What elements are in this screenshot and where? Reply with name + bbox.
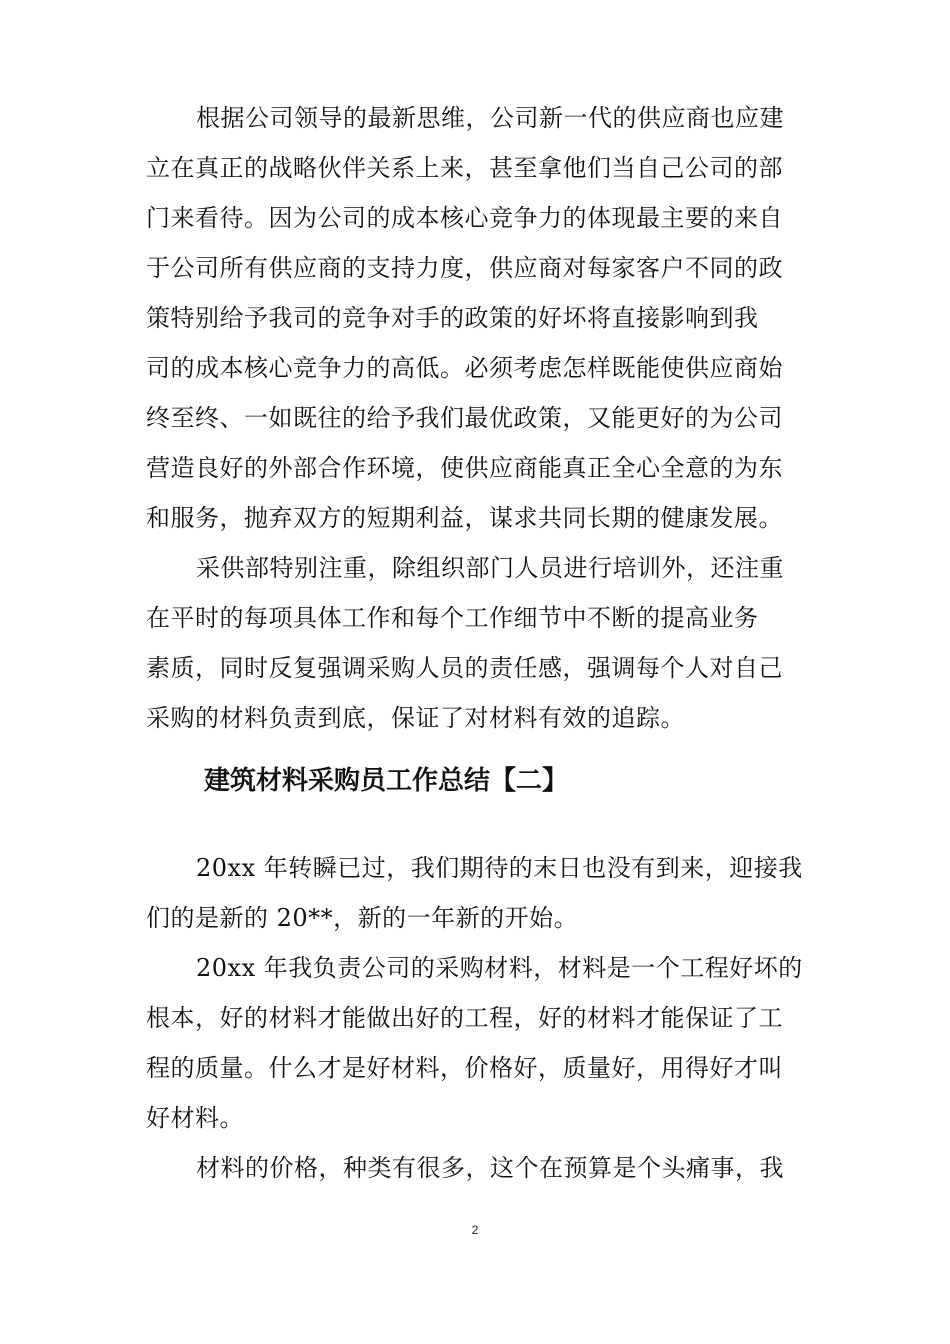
paragraph-1-line-6: 司的成本核心竞争力的高低。必须考虑怎样既能使供应商始 xyxy=(146,354,783,382)
paragraph-1-line-5: 策特别给予我司的竞争对手的政策的好坏将直接影响到我 xyxy=(146,304,759,332)
paragraph-1-line-1: 根据公司领导的最新思维，公司新一代的供应商也应建 xyxy=(196,104,784,132)
paragraph-1-line-8: 营造良好的外部合作环境，使供应商能真正全心全意的为东 xyxy=(146,454,783,482)
section-heading: 建筑材料采购员工作总结【二】 xyxy=(204,766,569,796)
page-number: 2 xyxy=(471,1223,479,1237)
paragraph-2-line-1: 采供部特别注重，除组织部门人员进行培训外，还注重 xyxy=(196,554,784,582)
paragraph-1-line-3: 门来看待。因为公司的成本核心竞争力的体现最主要的来自 xyxy=(146,204,783,232)
paragraph-2-line-4: 采购的材料负责到底，保证了对材料有效的追踪。 xyxy=(146,704,685,732)
paragraph-4-line-3: 程的质量。什么才是好材料，价格好，质量好，用得好才叫 xyxy=(146,1054,783,1082)
paragraph-3-line-2: 们的是新的 20**，新的一年新的开始。 xyxy=(146,904,579,932)
paragraph-4-line-4: 好材料。 xyxy=(146,1104,244,1132)
paragraph-1-line-4: 于公司所有供应商的支持力度，供应商对每家客户不同的政 xyxy=(146,254,783,282)
paragraph-3-line-1: 20xx 年转瞬已过，我们期待的末日也没有到来，迎接我 xyxy=(196,854,803,882)
paragraph-5-line-1: 材料的价格，种类有很多，这个在预算是个头痛事，我 xyxy=(196,1154,784,1182)
paragraph-1-line-9: 和服务，抛弃双方的短期利益，谋求共同长期的健康发展。 xyxy=(146,504,783,532)
paragraph-1-line-2: 立在真正的战略伙伴关系上来，甚至拿他们当自己公司的部 xyxy=(146,154,783,182)
paragraph-1-line-7: 终至终、一如既往的给予我们最优政策，又能更好的为公司 xyxy=(146,404,783,432)
paragraph-4-line-1: 20xx 年我负责公司的采购材料，材料是一个工程好坏的 xyxy=(196,954,803,982)
paragraph-2-line-3: 素质，同时反复强调采购人员的责任感，强调每个人对自己 xyxy=(146,654,783,682)
paragraph-2-line-2: 在平时的每项具体工作和每个工作细节中不断的提高业务 xyxy=(146,604,759,632)
paragraph-4-line-2: 根本，好的材料才能做出好的工程，好的材料才能保证了工 xyxy=(146,1004,783,1032)
